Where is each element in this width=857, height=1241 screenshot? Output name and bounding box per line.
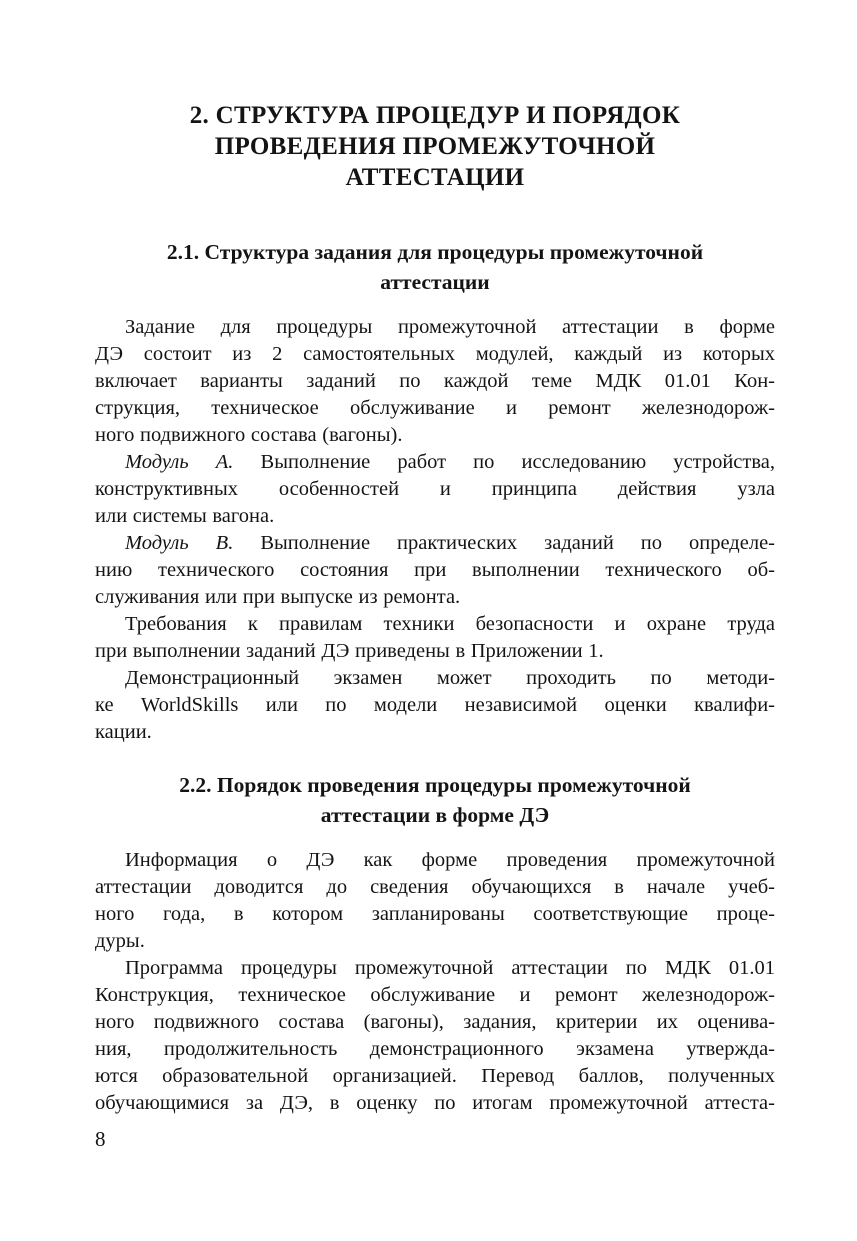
text-line: обучающимися за ДЭ, в оценку по итогам промежуточной аттеста- <box>95 1092 775 1114</box>
text-line: ются образовательной организацией. Перевод баллов, полученных <box>95 1065 775 1087</box>
text-line: Конструкция, техническое обслуживание и ремонт железнодорож- <box>95 984 775 1006</box>
module-label: Модуль В. <box>125 532 234 554</box>
sections-container <box>95 237 775 1117</box>
text-line: конструктивных особенностей и принципа действия узла <box>95 478 775 500</box>
text-line: служивания или при выпуске из ремонта. <box>95 586 461 608</box>
text-line: аттестации доводится до сведения обучающихся в начале учеб- <box>95 876 775 898</box>
text-line: включает варианты заданий по каждой теме МДК 01.01 Кон- <box>95 370 775 392</box>
text-line: ке WorldSkills или по модели независимой оценки квалифи- <box>95 694 775 716</box>
text-line: струкция, техническое обслуживание и ремонт железнодорож- <box>95 397 775 419</box>
section <box>95 770 775 1117</box>
paragraph <box>95 530 775 611</box>
section-heading <box>95 770 775 830</box>
text-line: при выполнении заданий ДЭ приведены в Приложении 1. <box>95 640 604 662</box>
text-line: или системы вагона. <box>95 505 275 527</box>
text-line: Задание для процедуры промежуточной аттестации в форме <box>125 316 775 338</box>
section-heading-line: аттестации в форме ДЭ <box>320 803 550 827</box>
section-heading <box>95 237 775 297</box>
text-line: ного подвижного состава (вагоны). <box>95 424 403 446</box>
section-heading-line: аттестации <box>380 270 490 294</box>
section-heading-line: 2.1. Структура задания для процедуры промежуточной <box>166 240 704 264</box>
text-line: кации. <box>95 721 152 743</box>
text-line: Программа процедуры промежуточной аттестации по МДК 01.01 <box>125 957 775 979</box>
paragraph <box>95 611 775 665</box>
page-title <box>95 100 775 193</box>
text-line: нию технического состояния при выполнении технического об- <box>95 559 775 581</box>
text-line: Модуль А. Выполнение работ по исследованию устройства, <box>125 451 775 473</box>
paragraph <box>95 955 775 1117</box>
title-line: АТТЕСТАЦИИ <box>345 164 525 191</box>
paragraph <box>95 314 775 449</box>
text-line: Модуль В. Выполнение практических заданий по определе- <box>125 532 775 554</box>
section <box>95 237 775 746</box>
title-line: 2. СТРУКТУРА ПРОЦЕДУР И ПОРЯДОК <box>189 102 681 129</box>
paragraph <box>95 665 775 746</box>
page-number: 8 <box>95 1127 106 1151</box>
text-line: Требования к правилам техники безопасности и охране труда <box>125 613 775 635</box>
text-line: Информация о ДЭ как форме проведения промежуточной <box>125 849 775 871</box>
title-line: ПРОВЕДЕНИЯ ПРОМЕЖУТОЧНОЙ <box>214 133 656 160</box>
text-line: ДЭ состоит из 2 самостоятельных модулей, каждый из которых <box>95 343 775 365</box>
paragraph <box>95 449 775 530</box>
text-line: ния, продолжительность демонстрационного экзамена утвержда- <box>95 1038 775 1060</box>
module-label: Модуль А. <box>125 451 234 473</box>
text-line: Демонстрационный экзамен может проходить по методи- <box>125 667 775 689</box>
text-line: дуры. <box>95 930 145 952</box>
text-line: ного подвижного состава (вагоны), задания, критерии их оценива- <box>95 1011 775 1033</box>
text-line: ного года, в котором запланированы соответствующие проце- <box>95 903 775 925</box>
section-heading-line: 2.2. Порядок проведения процедуры промежуточной <box>179 773 691 797</box>
paragraph <box>95 847 775 955</box>
